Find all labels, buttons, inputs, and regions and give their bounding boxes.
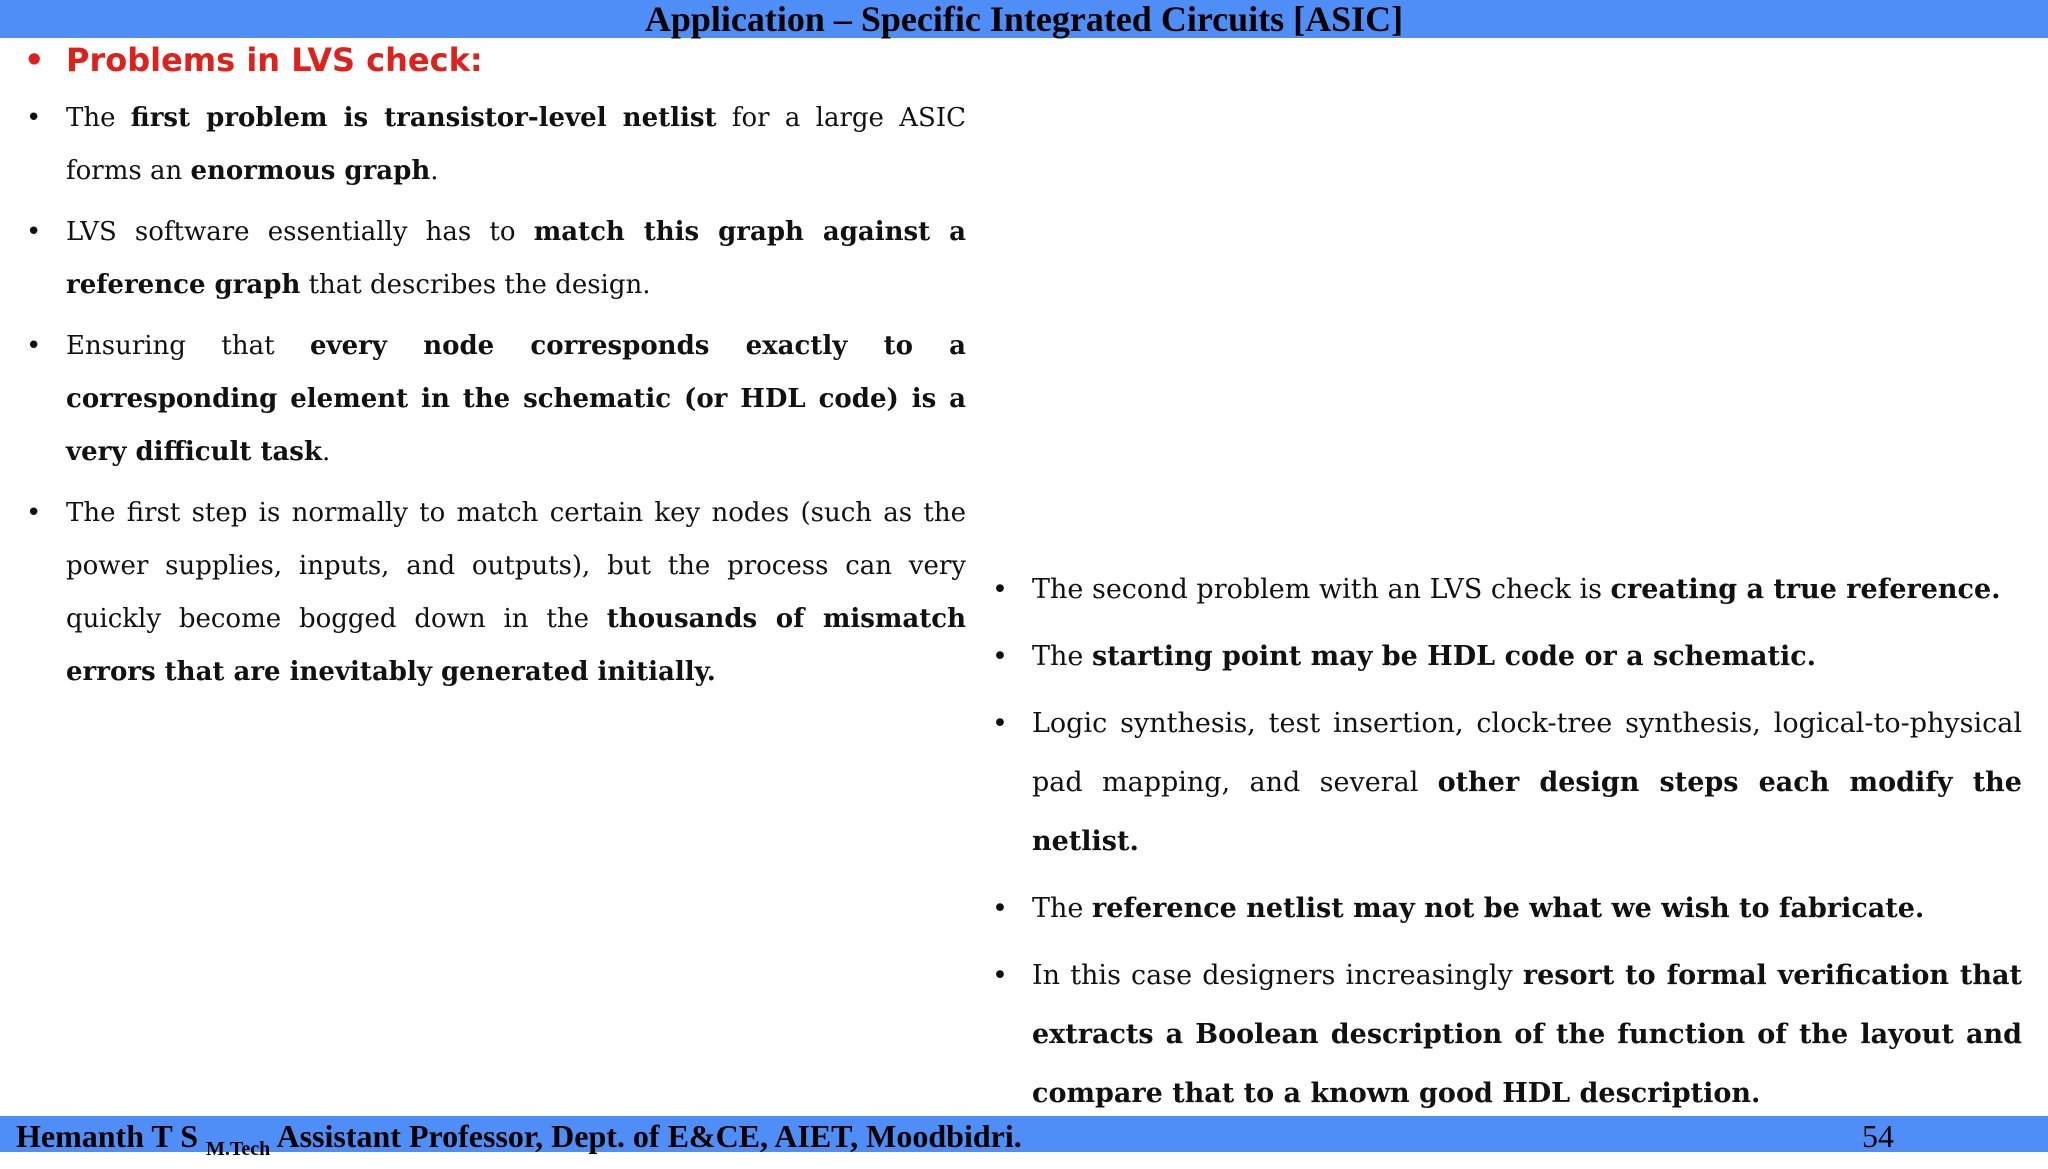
bullet-dot-icon: • bbox=[26, 217, 42, 247]
bullet-dot-icon: • bbox=[992, 641, 1008, 672]
bullet-text: The bbox=[66, 103, 131, 133]
bullet-dot-icon: • bbox=[992, 960, 1008, 991]
bullet-item bbox=[24, 320, 966, 479]
footer-author-degree: M.Tech bbox=[205, 1138, 271, 1160]
bullet-bold-text: other design steps each modify the netlist. bbox=[1032, 767, 2022, 857]
bullet-bold-text: creating a true reference. bbox=[1610, 574, 2001, 605]
bullet-dot-icon: • bbox=[26, 498, 42, 528]
bullet-text: . bbox=[321, 437, 331, 467]
bullet-bold-text: resort to formal verification that extracts a Boolean description of the function of the layout and compare that to a known good HDL description. bbox=[1032, 960, 2022, 1109]
slide-title: Application – Specific Integrated Circuits [ASIC] bbox=[644, 0, 1404, 39]
footer-author-line bbox=[16, 1116, 1022, 1169]
right-bullet-list bbox=[990, 560, 2022, 1123]
bullet-text: The first step is normally to match certain key nodes (such as the power supplies, inputs, and outputs), but the process can very quickly become bogged down in the bbox=[66, 498, 966, 634]
bullet-text: The bbox=[1032, 893, 1092, 924]
heading-bullet-icon: • bbox=[24, 41, 45, 79]
bullet-dot-icon: • bbox=[26, 331, 42, 361]
bullet-text: . bbox=[430, 156, 439, 186]
bullet-bold-text: reference netlist may not be what we wish to fabricate. bbox=[1091, 893, 1925, 924]
bullet-item bbox=[24, 92, 966, 198]
bullet-bold-text: every node corresponds exactly to a corresponding element in the schematic (or HDL code) is a very difficult task bbox=[66, 331, 966, 467]
bullet-text: The bbox=[1032, 641, 1092, 672]
bullet-bold-text: enormous graph bbox=[190, 156, 431, 186]
bullet-text: that describes the design. bbox=[300, 270, 651, 300]
bullet-item bbox=[990, 694, 2022, 871]
bullet-item bbox=[24, 206, 966, 312]
bullet-text: Logic synthesis, test insertion, clock-tree synthesis, logical-to-physical pad mapping, and several bbox=[1032, 708, 2022, 798]
bullet-bold-text: starting point may be HDL code or a schematic. bbox=[1091, 641, 1817, 672]
right-column bbox=[990, 560, 2022, 1131]
bullet-item bbox=[990, 627, 2022, 686]
slide-footer-bar bbox=[0, 1116, 2048, 1160]
section-heading bbox=[24, 36, 966, 84]
bullet-dot-icon: • bbox=[992, 574, 1008, 605]
section-heading-text: Problems in LVS check: bbox=[66, 41, 483, 79]
footer-author-name: Hemanth T S bbox=[16, 1118, 198, 1154]
slide-header-bar bbox=[0, 0, 2048, 38]
bullet-text: Ensuring that bbox=[66, 331, 310, 361]
bullet-item bbox=[990, 560, 2022, 619]
bullet-bold-text: match this graph against a reference graph bbox=[66, 217, 966, 300]
bullet-dot-icon: • bbox=[992, 893, 1008, 924]
bullet-text: LVS software essentially has to bbox=[66, 217, 534, 247]
bullet-text: The second problem with an LVS check is bbox=[1032, 574, 1611, 605]
page-number: 54 bbox=[1862, 1118, 1894, 1154]
bullet-dot-icon: • bbox=[992, 708, 1008, 739]
footer-affiliation: Assistant Professor, Dept. of E&CE, AIET, Moodbidri. bbox=[276, 1118, 1022, 1154]
bullet-item bbox=[24, 487, 966, 699]
left-bullet-list bbox=[24, 92, 966, 699]
bullet-bold-text: first problem is transistor-level netlist bbox=[130, 103, 717, 133]
bullet-bold-text: thousands of mismatch errors that are inevitably generated initially. bbox=[66, 604, 967, 687]
bullet-item bbox=[990, 946, 2022, 1123]
left-column bbox=[24, 36, 966, 707]
bullet-text: for a large ASIC forms an bbox=[66, 103, 966, 186]
bullet-item bbox=[990, 879, 2022, 938]
bullet-dot-icon: • bbox=[26, 103, 42, 133]
bullet-text: In this case designers increasingly bbox=[1032, 960, 1523, 991]
